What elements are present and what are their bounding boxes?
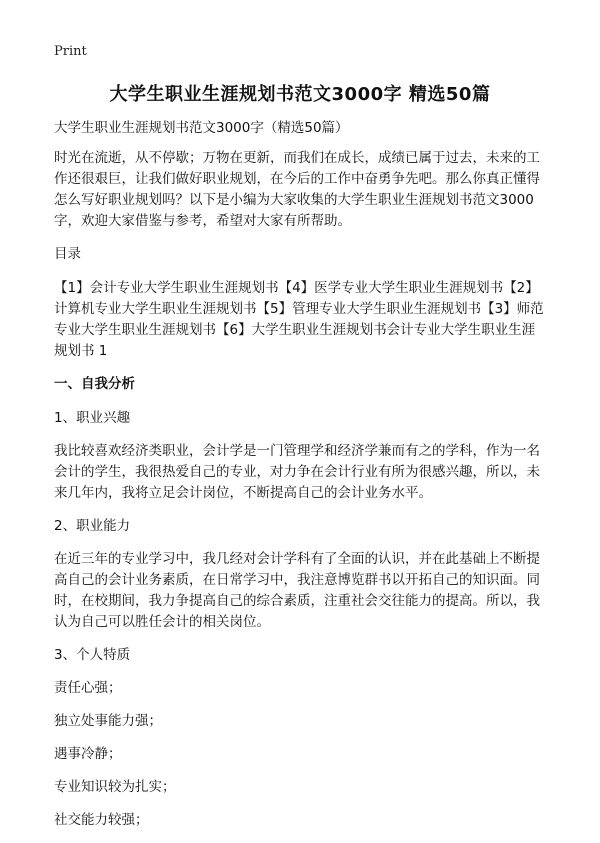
toc-item-2[interactable]: 【2】计算机专业大学生职业生涯规划书	[54, 280, 539, 317]
trait-item: 社交能力较强；	[54, 812, 149, 828]
trait-item: 独立处事能力强；	[54, 713, 162, 729]
sub-heading-interest: 1、职业兴趣	[54, 410, 131, 426]
toc-trailer-text: 会计专业大学生职业生涯规划书 1	[54, 322, 536, 359]
trait-item: 专业知识较为扎实；	[54, 779, 176, 795]
table-of-contents	[54, 278, 546, 362]
page-title: 大学生职业生涯规划书范文3000字 精选50篇	[109, 84, 491, 105]
print-link[interactable]: Print	[54, 44, 87, 59]
toc-item-5[interactable]: 【5】管理专业大学生职业生涯规划书	[256, 301, 482, 317]
trait-item: 遇事冷静；	[54, 746, 122, 762]
toc-item-3[interactable]: 【3】师范专业大学生职业生涯规划书	[54, 301, 544, 338]
toc-item-6[interactable]: 【6】大学生职业生涯规划书	[216, 322, 387, 338]
toc-item-1[interactable]: 【1】会计专业大学生职业生涯规划书	[54, 280, 279, 296]
toc-item-4[interactable]: 【4】医学专业大学生职业生涯规划书	[278, 280, 504, 296]
document-body	[54, 118, 546, 843]
intro-paragraph: 时光在流逝，从不停歇；万物在更新，而我们在成长，成绩已属于过去，未来的工作还很艰巨，让我们做好职业规划，在今后的工作中奋勇争先吧。那么你真正懂得怎么写好职业规划吗？以下是小编为大家收集的大学生职业生涯规划书范文3000字，欢迎大家借鉴与参考，希望对大家有所帮助。	[54, 150, 540, 229]
trait-item: 责任心强；	[54, 680, 122, 696]
document-subtitle: 大学生职业生涯规划书范文3000字（精选50篇）	[54, 120, 349, 136]
sub-heading-ability: 2、职业能力	[54, 518, 131, 534]
sub-heading-traits: 3、个人特质	[54, 647, 131, 663]
section-heading-self-analysis: 一、自我分析	[54, 376, 135, 392]
ability-paragraph: 在近三年的专业学习中，我几经对会计学科有了全面的认识，并在此基础上不断提高自己的会计业务素质，在日常学习中，我注意博览群书以开拓自己的知识面。同时，在校期间，我力争提高自己的综合素质，注重社会交往能力的提高。所以，我认为自己可以胜任会计的相关岗位。	[54, 551, 540, 630]
interest-paragraph: 我比较喜欢经济类职业，会计学是一门管理学和经济学兼而有之的学科，作为一名会计的学生，我很热爱自己的专业，对力争在会计行业有所为很感兴趣，所以，未来几年内，我将立足会计岗位，不断提高自己的会计业务水平。	[54, 443, 540, 501]
toc-heading: 目录	[54, 246, 81, 262]
